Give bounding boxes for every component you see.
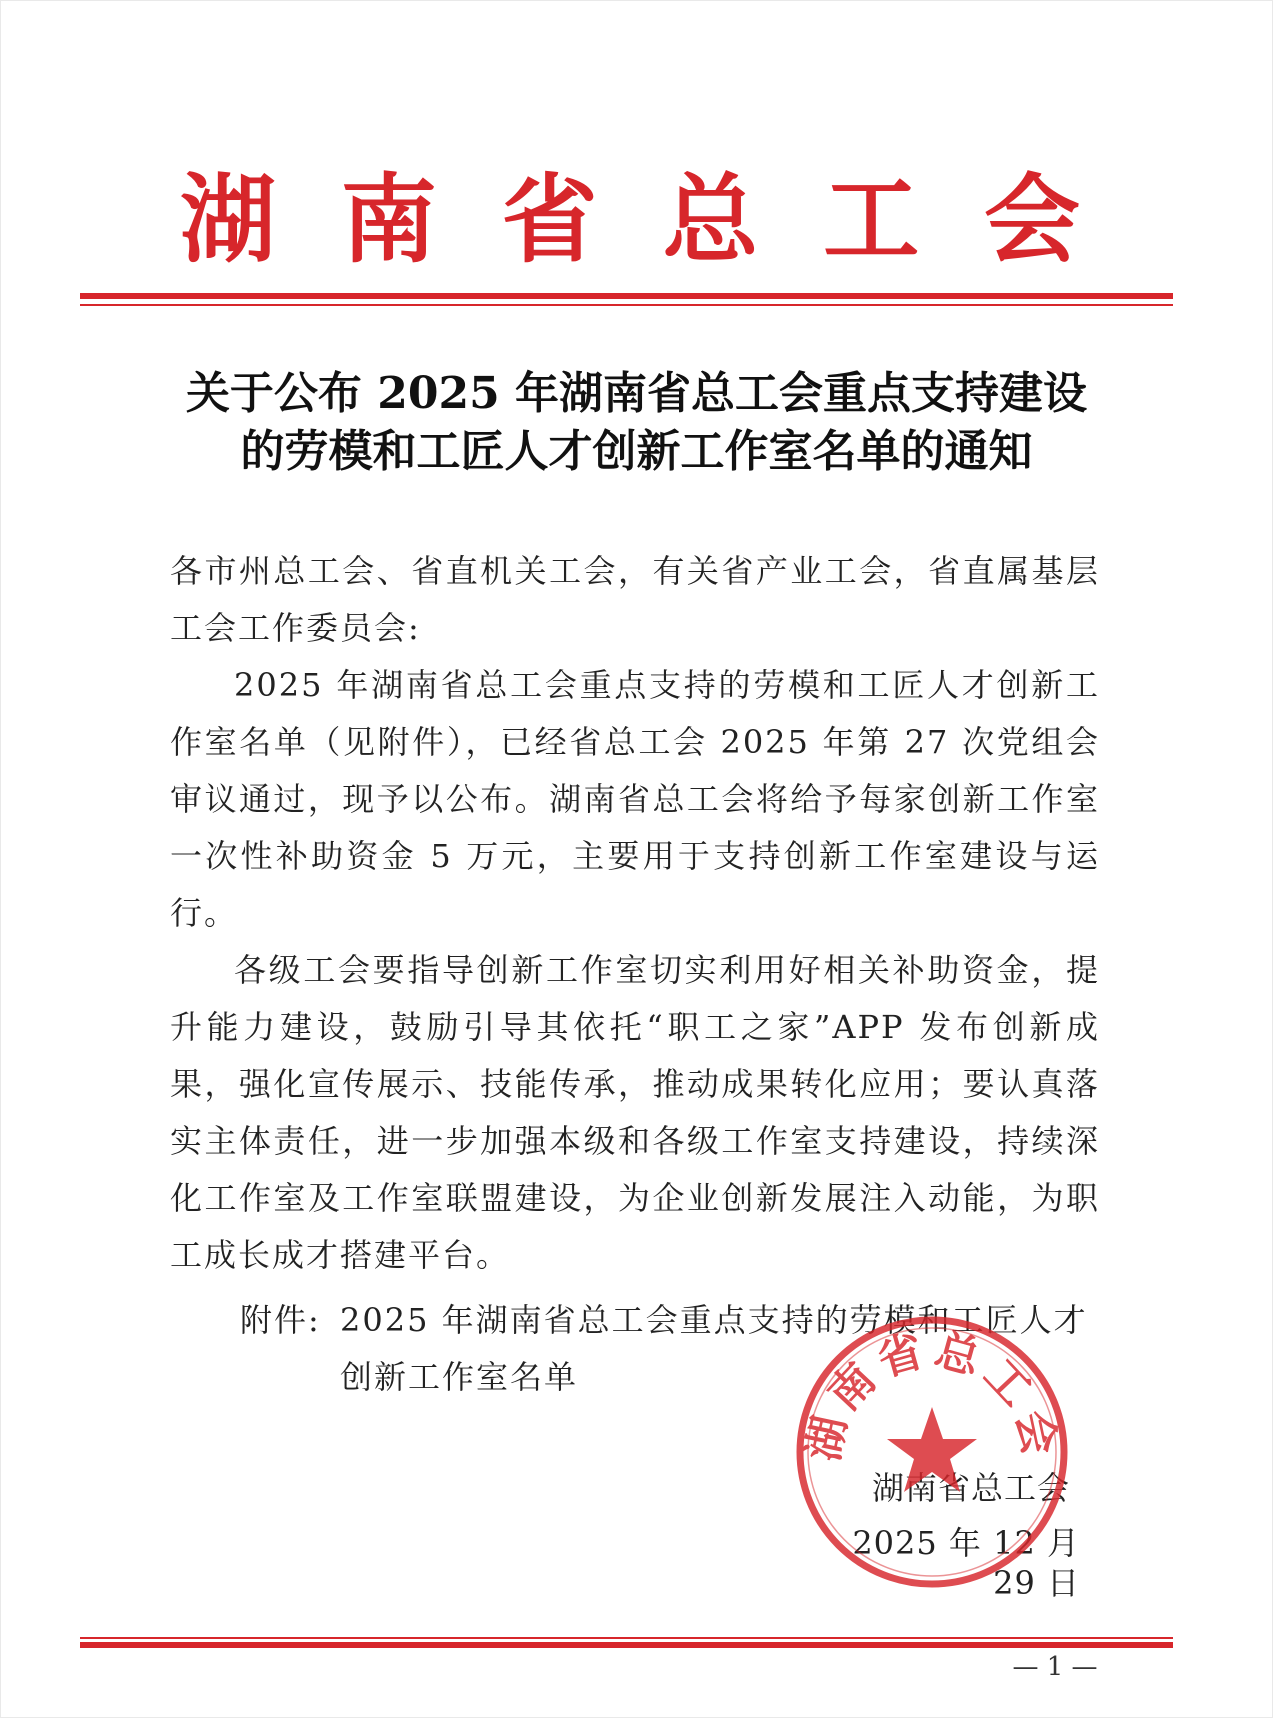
title-line-1: 关于公布 2025 年湖南省总工会重点支持建设 — [185, 368, 1088, 419]
official-seal-stamp — [792, 1312, 1072, 1592]
document-body — [170, 543, 1100, 1284]
title-line-2: 的劳模和工匠人才创新工作室名单的通知 — [240, 426, 1033, 477]
seal-star-icon — [887, 1407, 977, 1492]
body-paragraph-1: 2025 年湖南省总工会重点支持的劳模和工匠人才创新工作室名单（见附件），已经省总工会 2025 年第 27 次党组会审议通过，现予以公布。湖南省总工会将给予每家创新工作室一次性补助资金 5 万元，主要用于支持创新工作室建设与运行。 — [170, 666, 1100, 932]
letterhead-char: 南 — [340, 163, 437, 276]
attachment-label: 附件: — [240, 1301, 321, 1339]
letterhead-org-name — [180, 160, 1080, 280]
body-paragraph-2: 各级工会要指导创新工作室切实利用好相关补助资金，提升能力建设，鼓励引导其依托“职工之家”APP 发布创新成果，强化宣传展示、技能传承，推动成果转化应用；要认真落实主体责任，进一步加强本级和各级工作室支持建设，持续深化工作室及工作室联盟建设，为企业创新发展注入动能，为职工成长成才搭建平台。 — [170, 951, 1100, 1274]
header-rule-thin — [80, 304, 1173, 306]
letterhead-char: 总 — [662, 163, 759, 276]
letterhead-char: 工 — [823, 163, 920, 276]
document-title — [140, 365, 1133, 481]
signature-date: 2025 年 12 月 29 日 — [852, 1524, 1080, 1602]
letterhead-char: 会 — [983, 163, 1080, 276]
footer-rule-thin — [80, 1637, 1173, 1639]
page-number: — 1 — — [1012, 1652, 1098, 1682]
letterhead-char: 省 — [501, 163, 598, 276]
letterhead-char: 湖 — [180, 163, 276, 276]
salutation: 各市州总工会、省直机关工会，有关省产业工会，省直属基层工会工作委员会: — [170, 552, 1100, 647]
seal-text: 湖南省总工会 — [797, 1324, 1067, 1466]
footer-rule-thick — [80, 1642, 1173, 1648]
header-rule-thick — [80, 293, 1173, 299]
attachment-text: 2025 年湖南省总工会重点支持的劳模和工匠人才创新工作室名单 — [340, 1301, 1088, 1396]
signature-org: 湖南省总工会 — [871, 1469, 1070, 1507]
